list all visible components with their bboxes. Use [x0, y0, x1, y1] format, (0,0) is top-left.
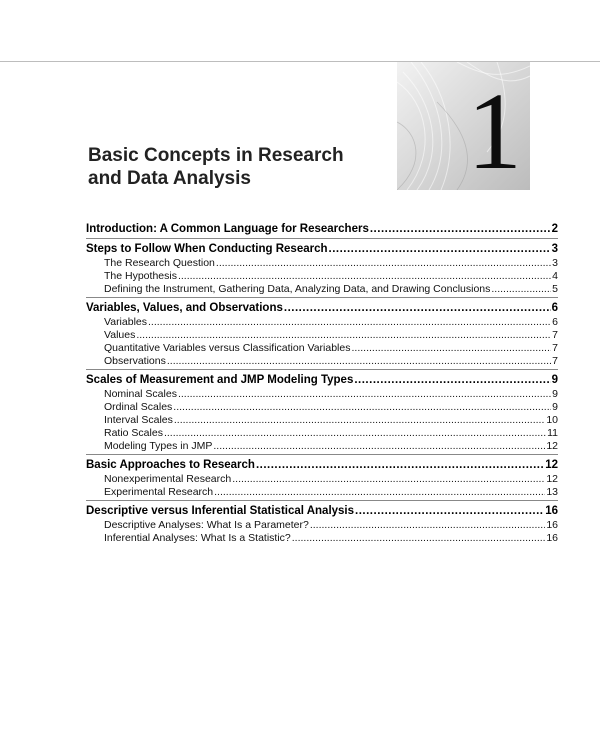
dot-leader [232, 473, 545, 486]
toc-entry[interactable] [86, 342, 558, 355]
dot-leader [370, 222, 551, 237]
chapter-title [88, 144, 388, 190]
toc-entry-title: Ordinal Scales [104, 401, 173, 413]
dot-leader [354, 373, 550, 388]
toc-entry-page: 9 [552, 388, 558, 400]
toc-entry-title: Descriptive Analyses: What Is a Parameter? [104, 519, 309, 531]
toc-entry-title: Ratio Scales [104, 427, 163, 439]
toc-section-title: Basic Approaches to Research [86, 459, 255, 471]
toc-section-title: Descriptive versus Inferential Statistical Analysis [86, 505, 355, 517]
toc-section[interactable] [86, 222, 558, 237]
toc-entry-page: 12 [546, 473, 558, 485]
toc-entry-title: The Hypothesis [104, 270, 177, 282]
toc-entry-page: 7 [552, 342, 558, 354]
toc-section-title: Introduction: A Common Language for Researchers [86, 223, 369, 235]
toc-section[interactable] [86, 301, 558, 316]
toc-entry-page: 4 [552, 270, 558, 282]
toc-entry[interactable] [86, 414, 558, 427]
toc-divider [86, 500, 558, 501]
toc-entry[interactable] [86, 283, 558, 296]
dot-leader [167, 355, 551, 368]
dot-leader [292, 532, 546, 545]
toc-section-page: 9 [551, 374, 558, 386]
toc-divider [86, 238, 558, 239]
chapter-title-line-2: and Data Analysis [88, 168, 251, 189]
toc-entry-title: Experimental Research [104, 486, 214, 498]
toc-section-title: Steps to Follow When Conducting Research [86, 243, 328, 255]
toc-entry[interactable] [86, 401, 558, 414]
toc-entry-title: Observations [104, 355, 166, 367]
toc-entry[interactable] [86, 257, 558, 270]
dot-leader [256, 458, 544, 473]
toc-section-page: 16 [545, 505, 558, 517]
toc-entry[interactable] [86, 316, 558, 329]
dot-leader [173, 401, 551, 414]
toc-entry-title: Interval Scales [104, 414, 173, 426]
toc-section-page: 12 [545, 459, 558, 471]
toc-entry[interactable] [86, 355, 558, 368]
dot-leader [284, 301, 551, 316]
toc-divider [86, 454, 558, 455]
toc-entry[interactable] [86, 427, 558, 440]
chapter-title-line-1: Basic Concepts in Research [88, 145, 344, 166]
dot-leader [174, 414, 545, 427]
toc-divider [86, 297, 558, 298]
dot-leader [310, 519, 545, 532]
dot-leader [351, 342, 551, 355]
toc-entry-title: Nominal Scales [104, 388, 177, 400]
toc-entry-title: Inferential Analyses: What Is a Statistic? [104, 532, 291, 544]
toc-entry-page: 10 [546, 414, 558, 426]
dot-leader [355, 504, 544, 519]
toc-entry-page: 12 [546, 440, 558, 452]
dot-leader [178, 388, 551, 401]
toc-section[interactable] [86, 504, 558, 519]
toc-section-title: Scales of Measurement and JMP Modeling Types [86, 374, 354, 386]
dot-leader [164, 427, 546, 440]
toc-entry[interactable] [86, 486, 558, 499]
dot-leader [136, 329, 551, 342]
toc-entry-page: 6 [552, 316, 558, 328]
toc-entry-title: Nonexperimental Research [104, 473, 232, 485]
dot-leader [148, 316, 551, 329]
toc-entry[interactable] [86, 532, 558, 545]
dot-leader [178, 270, 551, 283]
dot-leader [214, 486, 545, 499]
toc-entry-page: 13 [546, 486, 558, 498]
toc-entry-page: 7 [552, 355, 558, 367]
toc-entry-page: 5 [552, 283, 558, 295]
toc-section-page: 2 [551, 223, 558, 235]
toc-entry-title: Variables [104, 316, 147, 328]
toc-entry-page: 7 [552, 329, 558, 341]
toc-entry-page: 16 [546, 519, 558, 531]
toc-entry-title: Values [104, 329, 136, 341]
chapter-illustration [397, 62, 530, 190]
toc-entry-title: Quantitative Variables versus Classification Variables [104, 342, 351, 354]
toc-entry[interactable] [86, 519, 558, 532]
toc-entry-title: Modeling Types in JMP [104, 440, 213, 452]
dot-leader [216, 257, 551, 270]
toc-section[interactable] [86, 458, 558, 473]
toc-entry[interactable] [86, 388, 558, 401]
toc-section-title: Variables, Values, and Observations [86, 302, 283, 314]
toc-entry[interactable] [86, 440, 558, 453]
toc-entry-page: 9 [552, 401, 558, 413]
dot-leader [491, 283, 551, 296]
dot-leader [329, 242, 551, 257]
toc-section-page: 6 [551, 302, 558, 314]
toc-entry[interactable] [86, 473, 558, 486]
toc-entry-page: 3 [552, 257, 558, 269]
toc-entry[interactable] [86, 270, 558, 283]
toc-entry[interactable] [86, 329, 558, 342]
toc-entry-page: 16 [546, 532, 558, 544]
toc-entry-page: 11 [547, 427, 558, 439]
toc-section[interactable] [86, 373, 558, 388]
toc-divider [86, 369, 558, 370]
chapter-number: 1 [467, 70, 522, 190]
dot-leader [213, 440, 545, 453]
table-of-contents [86, 222, 558, 545]
toc-entry-title: The Research Question [104, 257, 215, 269]
toc-entry-title: Defining the Instrument, Gathering Data, Analyzing Data, and Drawing Conclusions [104, 283, 491, 295]
toc-section[interactable] [86, 242, 558, 257]
toc-section-page: 3 [551, 243, 558, 255]
